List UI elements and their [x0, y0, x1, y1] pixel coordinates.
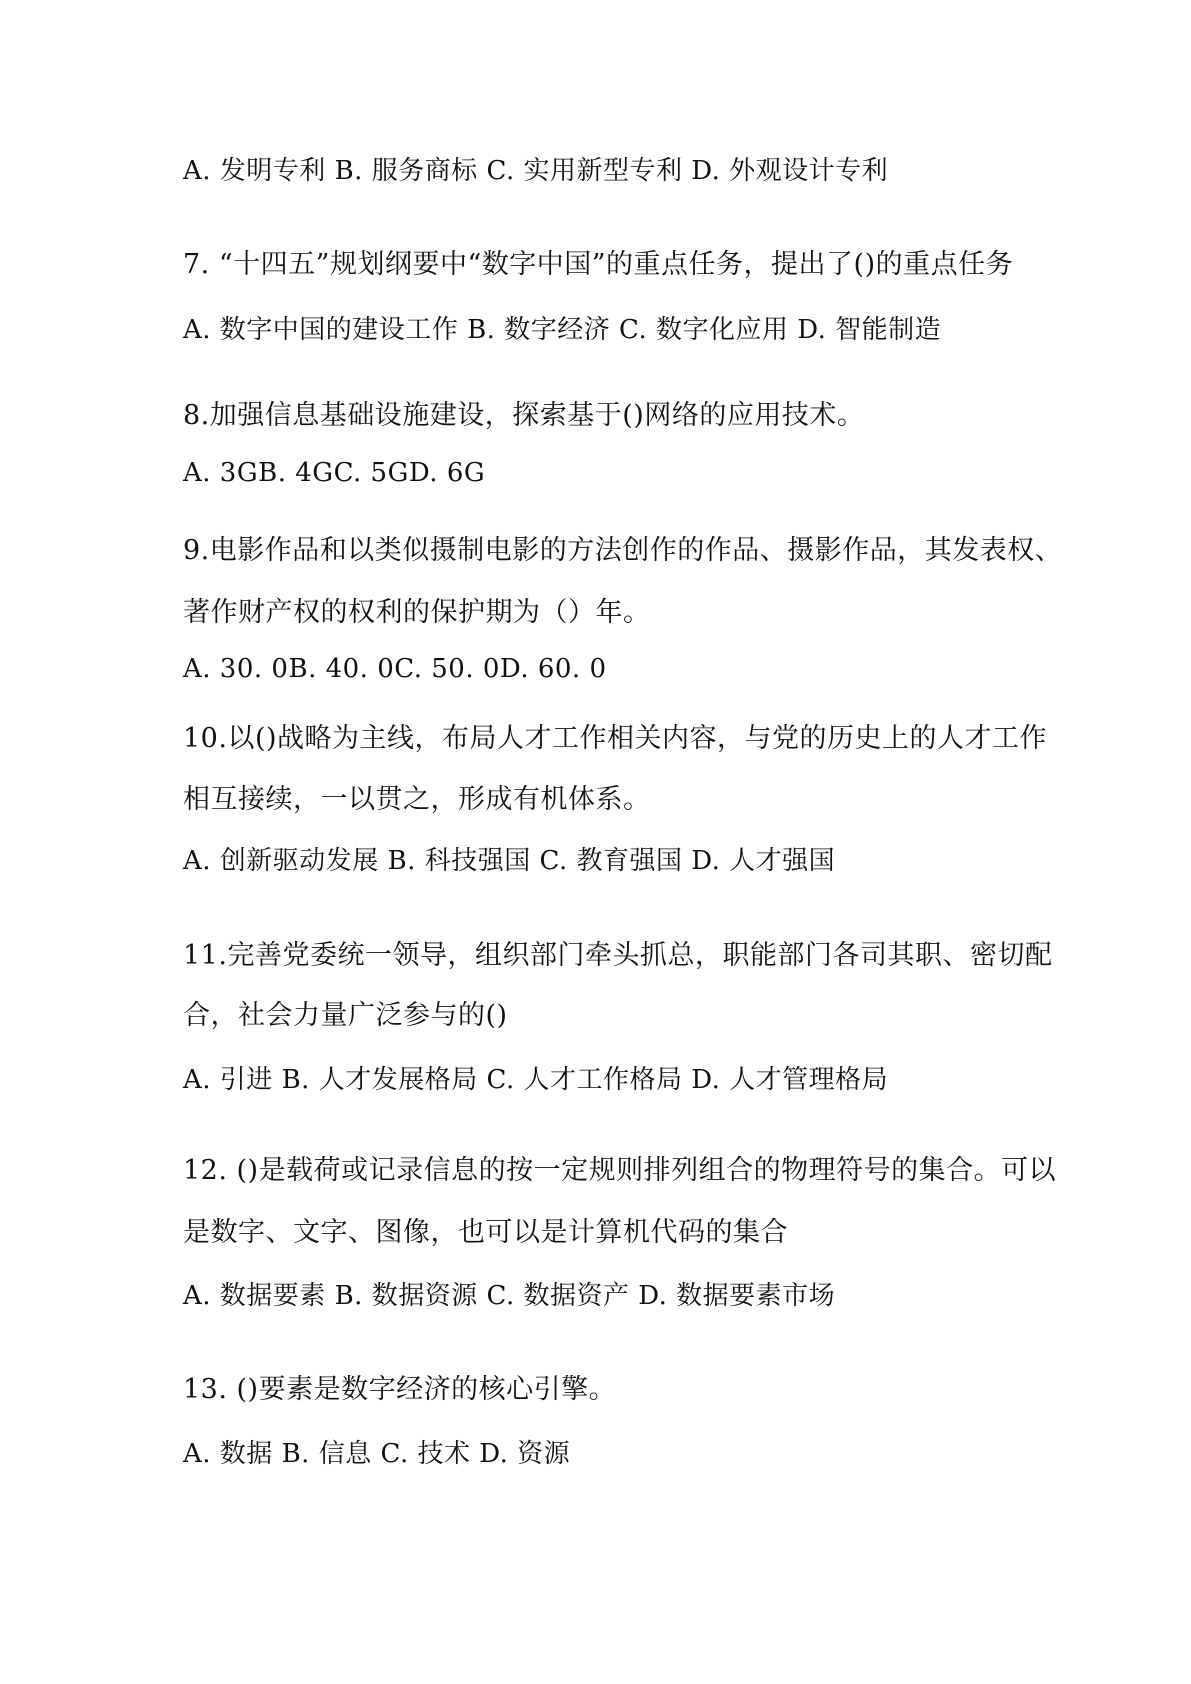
q6-options: A. 发明专利 B. 服务商标 C. 实用新型专利 D. 外观设计专利 [183, 156, 889, 186]
q8-options: A. 3GB. 4GC. 5GD. 6G [183, 458, 486, 488]
q11-stem-line1: 11.完善党委统一领导，组织部门牵头抓总，职能部门各司其职、密切配 [183, 940, 1053, 971]
q7-stem: 7. “十四五”规划纲要中“数字中国”的重点任务，提出了()的重点任务 [183, 249, 1014, 280]
q7-options: A. 数字中国的建设工作 B. 数字经济 C. 数字化应用 D. 智能制造 [183, 315, 942, 345]
q13-options: A. 数据 B. 信息 C. 技术 D. 资源 [183, 1439, 571, 1469]
q10-options: A. 创新驱动发展 B. 科技强国 C. 教育强国 D. 人才强国 [183, 846, 836, 876]
q10-stem-line2: 相互接续，一以贯之，形成有机体系。 [183, 784, 651, 815]
q8-stem: 8.加强信息基础设施建设，探索基于()网络的应用技术。 [183, 400, 865, 431]
q10-stem-line1: 10.以()战略为主线，布局人才工作相关内容，与党的历史上的人才工作 [183, 723, 1048, 754]
q13-stem: 13. ()要素是数字经济的核心引擎。 [183, 1374, 617, 1405]
q9-stem-line2: 著作财产权的权利的保护期为（）年。 [183, 597, 651, 628]
q12-stem-line1: 12. ()是载荷或记录信息的按一定规则排列组合的物理符号的集合。可以 [183, 1155, 1057, 1186]
q12-options: A. 数据要素 B. 数据资源 C. 数据资产 D. 数据要素市场 [183, 1281, 836, 1311]
q9-stem-line1: 9.电影作品和以类似摄制电影的方法创作的作品、摄影作品，其发表权、 [183, 535, 1063, 566]
q9-options: A. 30. 0B. 40. 0C. 50. 0D. 60. 0 [183, 654, 607, 684]
q11-stem-line2: 合，社会力量广泛参与的() [183, 1000, 508, 1031]
q12-stem-line2: 是数字、文字、图像，也可以是计算机代码的集合 [183, 1217, 788, 1248]
q11-options: A. 引进 B. 人才发展格局 C. 人才工作格局 D. 人才管理格局 [183, 1065, 889, 1095]
